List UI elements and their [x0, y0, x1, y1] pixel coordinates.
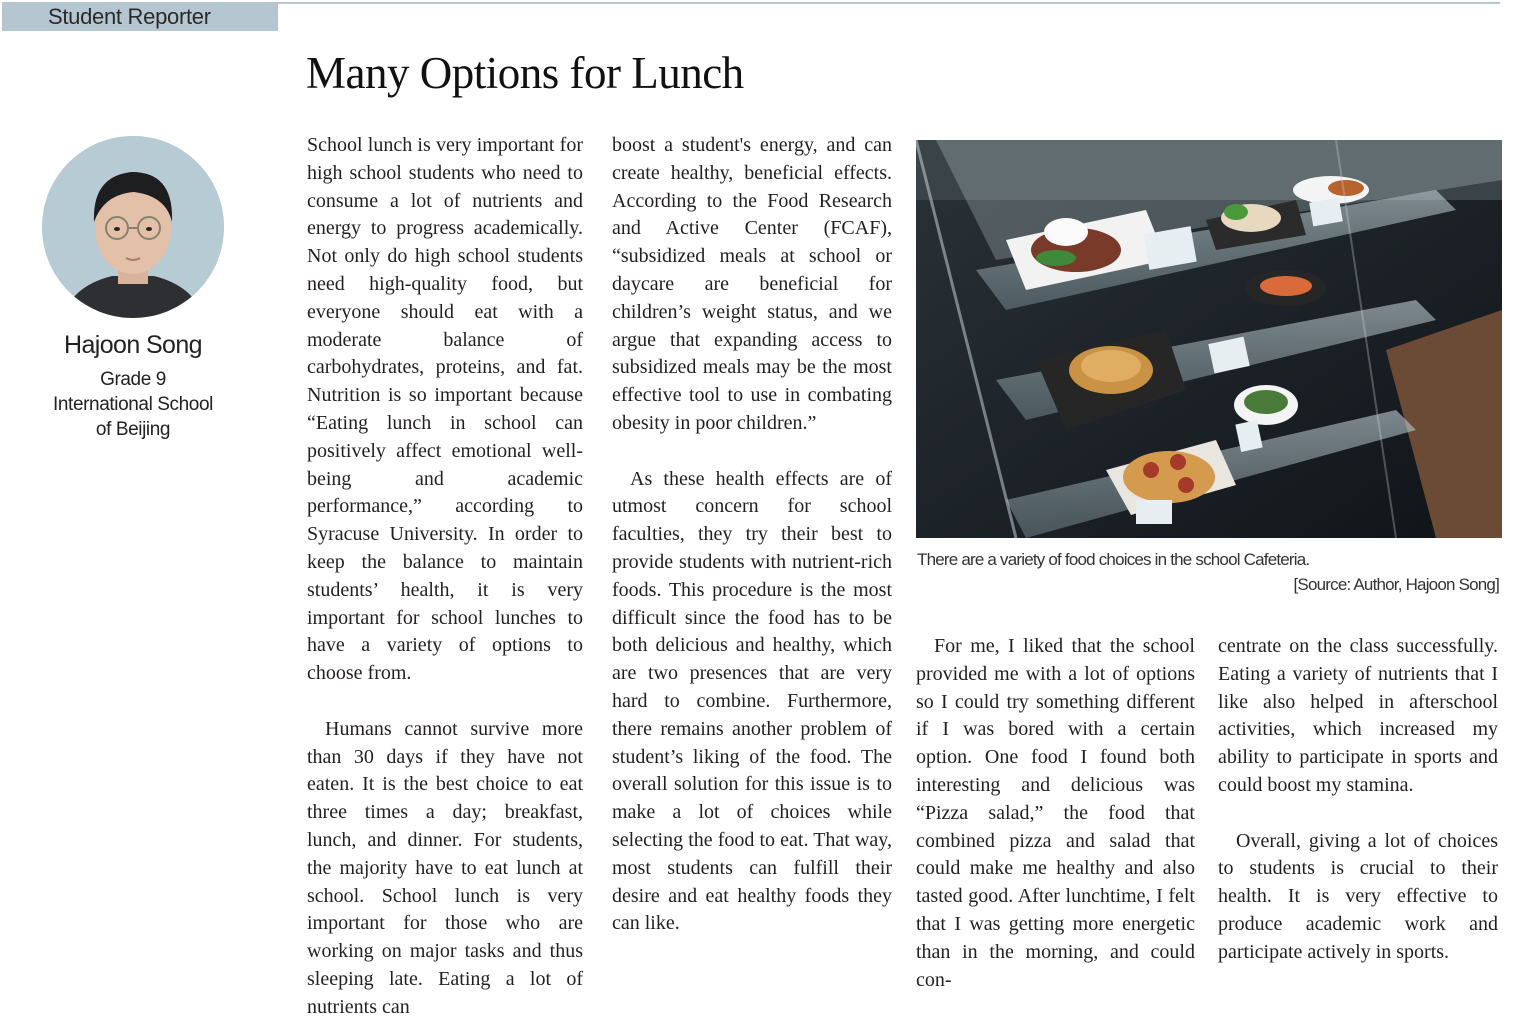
author-school: International School	[53, 394, 213, 415]
article-column-2	[612, 132, 892, 938]
body-paragraph: As these health effects are of utmost concern for school faculties, they try their best to provide students with nutrient-rich foods. This procedure is the most difficult since the food has to be both delicious and healthy, which are two presences that are very hard to combine. Furthermore, there remains another problem of student’s liking of the food. The overall solution for this issue is to make a lot of choices while selecting the food to eat. That way, most students can fulfill their desire and eat healthy foods they can like.	[612, 467, 892, 935]
body-paragraph: School lunch is very important for high school students who need to consume a lot of nutrients and energy to progress academically. Not only do high school students need high-quality food, but everyone should eat with a moderate balance of carbohydrates, proteins, and fat. Nutrition is so important because “Eating lunch in school can positively affect emotional well-being and academic performance,” according to Syracuse University. In order to keep the balance to maintain students’ health, it is very important for school lunches to have a variety of options to choose from.	[307, 134, 583, 685]
photo-caption: There are a variety of food choices in the school Cafeteria.	[917, 550, 1310, 569]
author-school-city: of Beijing	[95, 419, 171, 440]
body-paragraph: Overall, giving a lot of choices to students is crucial to their health. It is very effective to produce academic work and participate actively in sports.	[1218, 829, 1498, 963]
article-title: Many Options for Lunch	[306, 48, 744, 98]
top-rule	[278, 2, 1500, 4]
body-paragraph: centrate on the class successfully. Eating a variety of nutrients that I like also helped in afterschool activities, which increased my ability to participate in sports and could boost my stamina.	[1218, 635, 1498, 796]
author-name: Hajoon Song	[64, 331, 202, 359]
article-column-1	[307, 132, 583, 1022]
section-label: Student Reporter	[2, 2, 278, 31]
cafeteria-photo	[916, 140, 1502, 538]
body-paragraph: Humans cannot survive more than 30 days if they have not eaten. It is the best choice to eat three times a day; breakfast, lunch, and dinner. For students, the majority have to eat lunch at school. School lunch is very important for those who are working on major tasks and thus sleeping late. Eating a lot of nutrients can	[307, 717, 583, 1018]
author-grade: Grade 9	[100, 369, 166, 390]
photo-source: [Source: Author, Hajoon Song]	[1293, 575, 1499, 594]
article-column-4	[1218, 633, 1498, 967]
body-paragraph: For me, I liked that the school provided me with a lot of options so I could try something different if I was bored with a certain option. One food I found both interesting and delicious was “Pizza salad,” the food that combined pizza and salad that could make me healthy and also tasted good. After lunchtime, I felt that I was getting more energetic than in the morning, and could con-	[916, 635, 1195, 991]
author-avatar	[42, 136, 224, 318]
body-paragraph: boost a student's energy, and can create healthy, beneficial effects. According to the Food Research and Active Center (FCAF), “subsidized meals at school or daycare are beneficial for children’s weight status, and we argue that expanding access to subsidized meals may be the most effective tool to use in combating obesity in poor children.”	[612, 134, 892, 434]
article-column-3	[916, 633, 1195, 994]
